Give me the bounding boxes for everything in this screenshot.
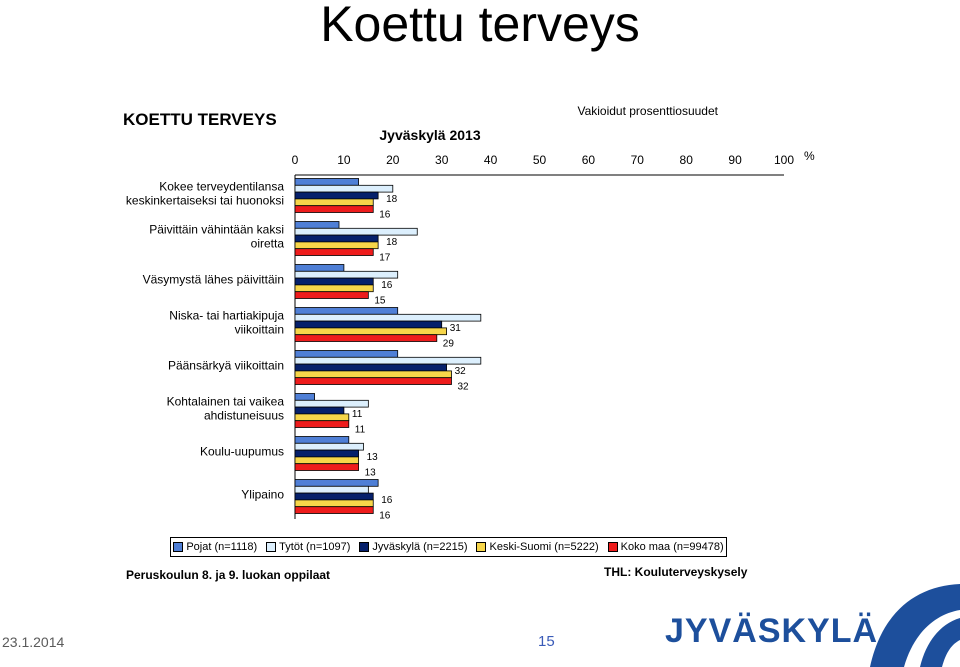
bar [295,500,373,507]
bar [295,222,339,229]
bar [295,407,344,414]
data-label: 16 [381,279,393,291]
bar [295,357,481,364]
legend-item [359,541,467,553]
bar [295,507,373,514]
data-label: 31 [449,322,461,334]
bar [295,450,359,457]
data-label: 32 [454,365,466,377]
category-label: Koulu-uupumus [199,444,284,459]
category-label: Kokee terveydentilansa keskinkertaiseksi tai huonoksi [125,179,284,208]
bar [295,443,363,450]
page-number: 15 [538,633,555,650]
x-tick-label: 0 [291,153,299,167]
bar [295,364,447,371]
bar [295,321,442,328]
panel-title: KOETTU TERVEYS [123,110,277,129]
bar [295,480,378,487]
bar [295,457,359,464]
logo-swoosh-icon [846,578,960,667]
legend-item [476,541,598,553]
category-label: Päivittäin vähintään kaksi oiretta [149,222,284,251]
x-tick-label: 100 [773,153,795,167]
data-label: 13 [366,451,378,463]
bar [295,351,398,358]
bar [295,265,344,272]
category-label: Ylipaino [241,487,284,502]
category-label: Väsymystä lähes päivittäin [142,272,284,287]
bar [295,314,481,321]
data-label: 11 [354,424,366,436]
bar [295,228,417,235]
data-label: 29 [442,338,454,350]
data-label: 11 [351,408,363,420]
x-tick-label: 80 [679,153,693,167]
bar [295,292,368,299]
data-label: 18 [386,236,398,248]
bar [295,464,359,471]
bar [295,199,373,206]
x-tick-label: 20 [386,153,400,167]
data-label: 15 [374,295,386,307]
x-tick-label: 50 [532,153,547,167]
legend-label: Tytöt (n=1097) [279,541,351,553]
chart-title: Jyväskylä 2013 [379,127,481,143]
x-tick-label: 70 [630,153,644,167]
footer-source: THL: Kouluterveyskysely [604,565,748,579]
chart-legend [170,537,727,557]
legend-swatch [266,542,276,552]
legend-label: Jyväskylä (n=2215) [372,541,468,553]
x-tick-label: 90 [728,153,742,167]
legend-item [608,541,724,553]
bar [295,206,373,213]
legend-swatch [608,542,618,552]
bar [295,192,378,199]
category-label: Niska- tai hartiakipuja viikoittain [169,308,284,337]
legend-swatch [173,542,183,552]
bar [295,414,349,421]
data-label: 16 [381,494,393,506]
data-label: 16 [379,510,391,522]
bar [295,271,398,278]
logo: JYVÄSKYLÄ [665,612,879,650]
x-tick-label: 10 [337,153,351,167]
legend-swatch [476,542,486,552]
bar [295,486,368,493]
bar [295,493,373,500]
legend-swatch [359,542,369,552]
data-label: 16 [379,209,391,221]
data-label: 17 [379,252,391,264]
bar [295,371,451,378]
bar [295,400,368,407]
footer-population: Peruskoulun 8. ja 9. luokan oppilaat [126,568,331,582]
bar [295,179,359,186]
category-label: Päänsärkyä viikoittain [167,358,284,373]
legend-item [173,541,257,553]
data-label: 32 [457,381,469,393]
x-axis-unit: % [804,149,815,163]
bar [295,328,447,335]
x-tick-label: 60 [581,153,596,167]
bar [295,235,378,242]
bar [295,308,398,315]
data-label: 13 [364,467,376,479]
slide-title: Koettu terveys [320,0,640,52]
bar [295,421,349,428]
chart-subtitle: Vakioidut prosenttiosuudet [577,104,718,118]
bar [295,335,437,342]
x-tick-label: 30 [435,153,449,167]
x-tick-label: 40 [483,153,498,167]
bar [295,394,315,401]
bar [295,249,373,256]
bar [295,278,373,285]
bar [295,185,393,192]
bar [295,242,378,249]
data-label: 18 [386,193,398,205]
legend-item [266,541,350,553]
bar [295,285,373,292]
legend-label: Pojat (n=1118) [186,541,258,553]
bar [295,437,349,444]
legend-label: Koko maa (n=99478) [620,541,724,553]
slide-date: 23.1.2014 [2,634,65,650]
category-label: Kohtalainen tai vaikea ahdistuneisuus [166,394,284,423]
bar [295,378,451,385]
legend-label: Keski-Suomi (n=5222) [489,541,599,553]
